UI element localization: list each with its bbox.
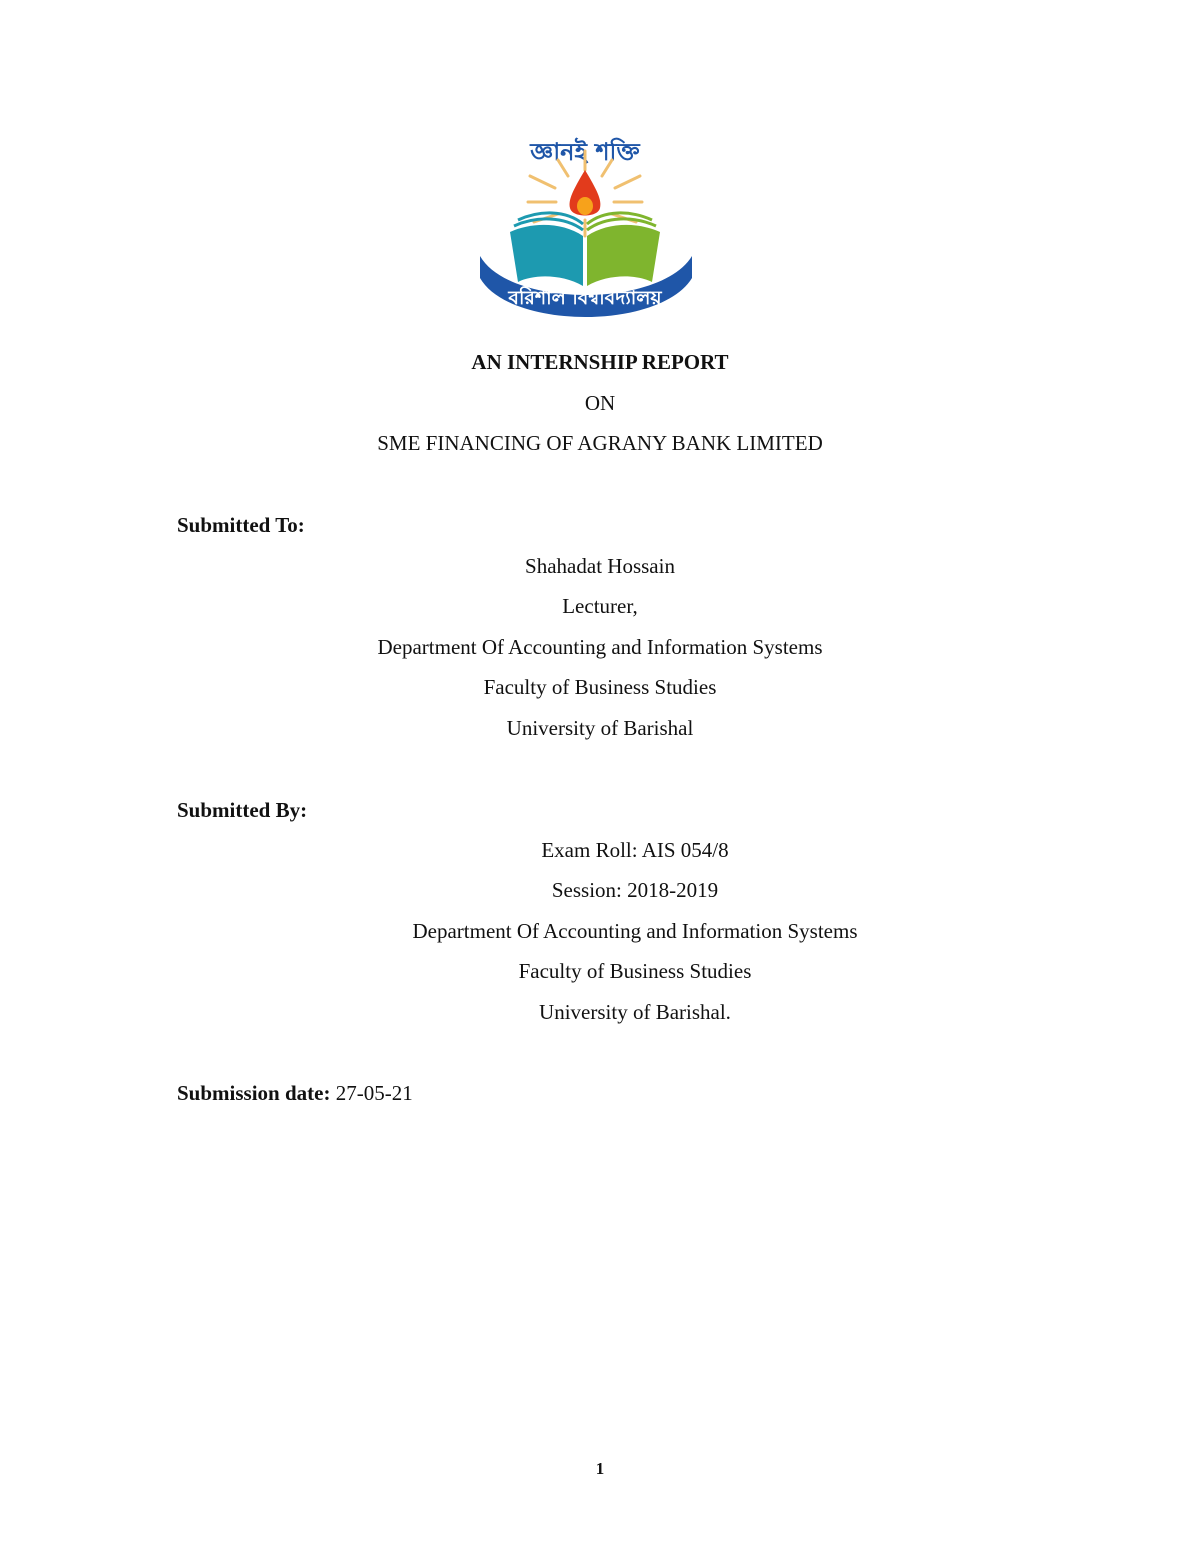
student-department: Department Of Accounting and Information Systems bbox=[412, 919, 858, 943]
student-university: University of Barishal. bbox=[539, 1000, 731, 1024]
logo-top-text: জ্ঞানই শক্তি bbox=[530, 138, 640, 166]
student-session: Session: 2018-2019 bbox=[551, 878, 719, 902]
submission-date bbox=[177, 1080, 413, 1106]
report-title-on: ON bbox=[584, 391, 616, 415]
supervisor-designation: Lecturer, bbox=[562, 594, 638, 618]
submitted-to-label: Submitted To: bbox=[177, 513, 305, 537]
logo-bottom-text: বরিশাল বিশ্ববিদ্যালয় bbox=[508, 287, 662, 309]
page-number: 1 bbox=[595, 1459, 605, 1478]
supervisor-name: Shahadat Hossain bbox=[525, 554, 675, 578]
supervisor-university: University of Barishal bbox=[506, 716, 694, 740]
student-faculty: Faculty of Business Studies bbox=[518, 959, 752, 983]
student-exam-roll: Exam Roll: AIS 054/8 bbox=[541, 838, 729, 862]
supervisor-department: Department Of Accounting and Information Systems bbox=[377, 635, 823, 659]
university-logo bbox=[470, 118, 700, 328]
supervisor-faculty: Faculty of Business Studies bbox=[483, 675, 717, 699]
report-subject: SME FINANCING OF AGRANY BANK LIMITED bbox=[377, 431, 823, 455]
submitted-by-label: Submitted By: bbox=[177, 798, 308, 822]
report-title: AN INTERNSHIP REPORT bbox=[471, 350, 729, 374]
university-logo-emblem bbox=[470, 118, 700, 328]
submission-date-label: Submission date: bbox=[177, 1081, 331, 1105]
submission-date-value: 27-05-21 bbox=[335, 1081, 413, 1105]
